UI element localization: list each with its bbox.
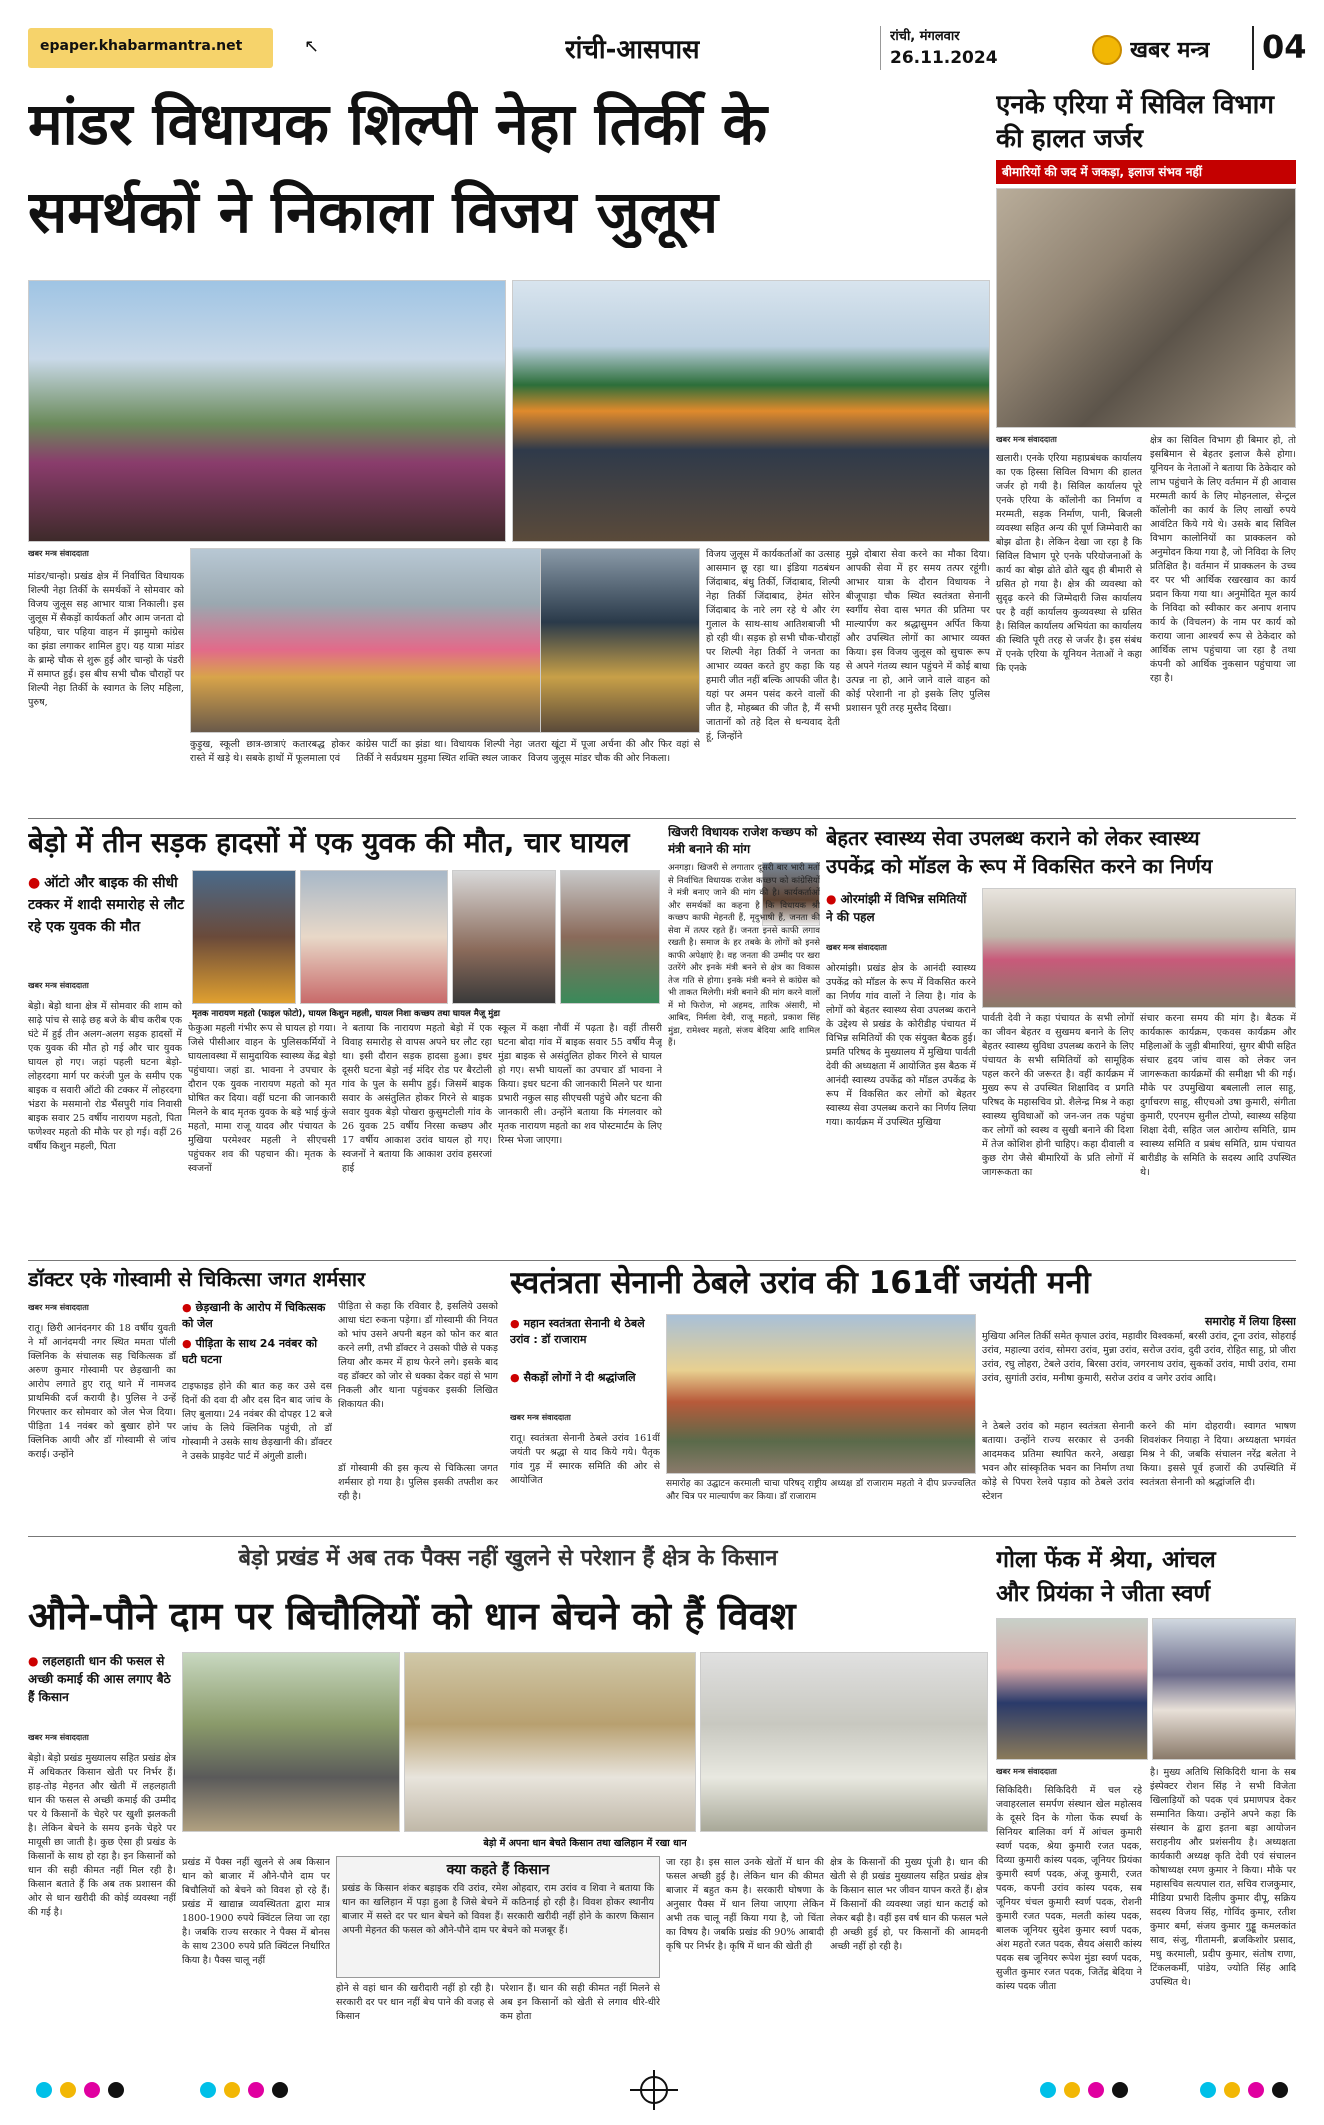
- masthead-divider-2: [1252, 26, 1254, 70]
- lead-headline-2: समर्थकों ने निकाला विजय जुलूस: [28, 178, 719, 246]
- paddy-col-4: परेशान हैं। धान की सही कीमत नहीं मिलने से अब इन किसानों को खेती से लगाव धीरे-धीरे कम होता: [500, 1983, 660, 2022]
- doctor-col-4: डॉ गोस्वामी की इस कृत्य से चिकित्सा जगत शर्मसार हो गया है। पुलिस इसकी तफ्तीश कर रही है।: [338, 1463, 498, 1502]
- divider-1: [28, 818, 1296, 819]
- reg-dot-magenta-2: [248, 2082, 264, 2098]
- doctor-kicker-1: ● छेड़खानी के आरोप में चिकित्सक को जेल: [182, 1300, 332, 1332]
- divider-3: [28, 1536, 1296, 1537]
- crosshair-v: [653, 2070, 655, 2110]
- sidebar-headline: एनके एरिया में सिविल विभाग की हालत जर्जर: [996, 90, 1275, 154]
- freedom-subhead: समारोह में लिया हिस्सा: [1204, 1315, 1296, 1328]
- reg-dot-black-2: [272, 2082, 288, 2098]
- freedom-col-2: मुखिया अनिल तिर्की समेत कृपाल उरांव, महावीर विश्वकर्मा, बरसी उरांव, टूना उरांव, सोहराई उरांव, महाल्या उरांव, सोमरा उरांव, मुन्ना उरांव, सरोज उरांव, दुदी उरांव, रोहित साहू, प्रो जीरा उरांव, रघु लोहरा, टेबले उरांव, बिरसा उरांव, जगरनाथ उरांव, सुककों उरांव, माघी उरांव, रामा उरांव, सुगांती उरांव, मनीषा कुमारी, सरोज उरांव व जगेर उरांव आदि।: [982, 1331, 1296, 1384]
- freedom-col-3: ने ठेबले उरांव को महान स्वतंत्रता सेनानी बताया। उन्होंने राज्य सरकार से उनकी आदमकद प्रतिमा स्थापित करने, अखड़ा भवन और सांस्कृतिक भवन का निर्माण तथा कोड़े से पिपरा रेलवे पड़ाव को ठेबले उरांव स्टेशन: [982, 1421, 1134, 1502]
- doctor-kicker-2: ● पीड़िता के साथ 24 नवंबर को घटी घटना: [182, 1336, 332, 1368]
- reg-dot-cyan-4: [1200, 2082, 1216, 2098]
- health-kicker: ● ओरमांझी में विभिन्न समितियों ने की पहल: [826, 890, 976, 926]
- accident-byline: खबर मन्त्र संवाददाता: [28, 981, 89, 990]
- reg-dot-yellow-4: [1224, 2082, 1240, 2098]
- lead-photo-crowd: [512, 280, 990, 542]
- health-headline-1: बेहतर स्वास्थ्य सेवा उपलब्ध कराने को लेकर स्वास्थ्य: [826, 826, 1200, 850]
- masthead-url[interactable]: epaper.khabarmantra.net: [40, 38, 243, 54]
- freedom-col-1: रातू। स्वतंत्रता सेनानी ठेबले उरांव 161वीं जयंती पर श्रद्धा से याद किये गये। पैतृक गांव गुड़ में स्मारक समिति की ओर से आयोजित: [510, 1433, 660, 1486]
- paddy-photo-3: [700, 1652, 988, 1832]
- paddy-col-1: बेड़ो। बेड़ो प्रखंड मुख्यालय सहित प्रखंड क्षेत्र में अधिकतर किसान खेती पर निर्भर हैं। हाड़-तोड़ मेहनत और खेती में लहलहाती धान की फसल से अच्छी कमाई की उम्मीद पर ये किसानों के चेहरे पर खुशी झलकती है। लेकिन बेचने के समय इनके चेहरे पर मायूसी छा जाती है। कुछ ऐसा ही प्रखंड के किसानों के साथ हो रहा है। इन किसानों को धान की सही कीमत नहीं मिल रही है। किसान बताते हैं कि अब तक प्रशासन की ओर से धान खरीदी की कोई व्यवस्था नहीं की गई है।: [28, 1753, 176, 1918]
- reg-dot-magenta-4: [1248, 2082, 1264, 2098]
- brand-logo-icon: [1092, 35, 1122, 65]
- lead-col-1: मांडर/चान्हो। प्रखंड क्षेत्र में निर्वाचित विधायक शिल्पी नेहा तिर्की के समर्थकों ने सोमवार को विजय जुलूस सह आभार यात्रा निकाली। इस जुलूस में सैकड़ों कार्यकर्ता और आम जनता दो पहिया, चार पहिया वाहन में झामुमो कांग्रेस का झंडा लगाकर शामिल हुए। यह यात्रा मांडर के ब्राम्हे चौक से शुरू हुई और चान्हो के पंडरी में समाप्त हुई। इस बीच सभी चौक चौराहों पर शिल्पी नेहा तिर्की के स्वागत के लिए महिला, पुरुष,: [28, 571, 184, 708]
- paddy-byline: खबर मन्त्र संवाददाता: [28, 1733, 89, 1742]
- health-col-1: ओरमांझी। प्रखंड क्षेत्र के आनंदी स्वास्थ्य उपकेंद्र को मॉडल के रूप में विकसित करने का निर्णय गांव वालों ने लिया है। गांव के लोगों को बेहतर स्वास्थ्य सेवा उपलब्ध कराने के उद्देश्य से प्रखंड के कोरीडीह पंचायत में विभिन्न समितियों की एक संयुक्त बैठक हुई। प्रमति परिषद के मुख्यालय में मुखिया पार्वती देवी की अध्यक्षता में आयोजित इस बैठक में आनंदी स्वास्थ्य उपकेंद्र को मॉडल उपकेंद्र के रूप में विकसित कर लोगों को बेहतर स्वास्थ्य सेवा उपलब्ध कराने का निर्णय लिया गया। कार्यक्रम में उपस्थित मुखिया: [826, 963, 976, 1128]
- paddy-photo-2: [404, 1652, 696, 1832]
- accident-col-3: ने बताया कि नारायण महतो बेड़ो में एक विवाह समारोह से वापस अपने घर लौट रहा था। इसी दौरान सड़क हादसा हुआ। इधर दूसरी घटना बेड़ो नई मंदिर रोड पर बैरटोली गांव के पुल के समीप हुई। जिसमें बाइक सवार के असंतुलित होकर गिरने से बाइक सवार युवक बेड़ो पोखरा कुसुमटोली गांव के 26 युवक 25 वर्षीय निरसा कच्छप और 17 वर्षीय आकाश उरांव घायल हो गए। स्वजनों ने बताया कि आकाश उरांव हसरजां हाई: [342, 1023, 492, 1174]
- page-number: 04: [1262, 28, 1307, 66]
- accident-col-2: फेकुआ महली गंभीर रूप से घायल हो गया। जिसे पीसीआर वाहन के पुलिसकर्मियों ने घायलावस्था में सामुदायिक स्वास्थ्य केंद्र बेड़ो पहुंचाया। जहां डा. भावना ने उपचार के दौरान एक युवक नारायण महतो को मृत घोषित कर दिया। वहीं घटना की जानकारी मिलने के बाद मृतक युवक के बड़े भाई कुंजे महतो, मामा राजू यादव और पंचायत के मुखिया परमेश्वर महली ने सीएचसी पहुंचकर शव की पहचान की। मृतक के स्वजनों: [188, 1023, 336, 1174]
- paddy-col-5: जा रहा है। इस साल उनके खेतों में धान की फसल अच्छी हुई है। लेकिन धान की कीमत बाजार में बहुत कम है। सरकारी घोषणा के अनुसार पैक्स में धान लिया जाएगा लेकिन अभी तक चालू नहीं किया गया है, जो चिंता का विषय है। जबकि प्रखंड की 90% आबादी कृषि पर निर्भर है। कृषि में धान की खेती ही: [666, 1857, 824, 1952]
- sports-headline-1: गोला फेंक में श्रेया, आंचल: [996, 1547, 1216, 1573]
- health-col-2: पार्वती देवी ने कहा पंचायत के सभी लोगों का जीवन बेहतर व सुखमय बनाने के लिए बेहतर स्वास्थ्य सुविधा उपलब्ध कराने के लिए पंचायत के सभी समितियों को सामूहिक पहल करने की जरूरत है। वहीं कार्यक्रम में मुख्य रूप से उपस्थित शिक्षाविद व प्रगति परिषद के महासचिव प्रो. शैलेन्द्र मिश्र ने कहा स्वास्थ्य सुविधाओं को जन-जन तक पहुंचा कर लोगों को स्वस्थ व सुखी बनाने की दिशा में तेज कोशिश होनी चाहिए। कहा दीवाली व कुछ रोग जैसे बीमारियों के प्रति लोगों में जागरूकता का: [982, 1013, 1134, 1178]
- sidebar-byline: खबर मन्त्र संवाददाता: [996, 435, 1057, 444]
- freedom-photo: [666, 1314, 976, 1474]
- reg-dot-yellow-2: [224, 2082, 240, 2098]
- sports-col-1: सिकिदिरी। सिकिदिरी में चल रहे जवाहरलाल समर्पण संस्थान खेल महोत्सव के दूसरे दिन के गोला फेंक स्पर्धा के सिनियर बालिका वर्ग में आंचल कुमारी स्वर्ण पदक, श्रेया कुमारी रजत पदक, दिव्या कुमारी कांस्य पदक, जूनियर प्रियंका कुमारी स्वर्ण पदक, अंजू कुमारी, रजत पदक, कपनी उरांव कांस्य पदक, सब जूनियर चंचल कुमारी स्वर्ण पदक, रोशनी कुमारी रजत पदक, मलती कांस्य पदक, बालक जूनियर सुदेश कुमार स्वर्ण पदक, अंश महतो रजत पदक, सैयद अंसारी कांस्य पदक सब जूनियर रूपेश मुंडा स्वर्ण पदक, सुजीत कुमार रजत पदक, जितेंद्र बेदिया ने कांस्य पदक जीता: [996, 1785, 1142, 1992]
- health-col-3: संचार करना समय की मांग है। बैठक में कार्यकारू कार्यक्रम, एकवस कार्यक्रम और महिलाओं के जुड़ी बीमारियां, सुगर बीपी सहित संचार हृदय जांच वास को लेकर जन जागरूकता कार्यक्रमों की समीक्षा भी की गई। मौके पर उपमुखिया बबलाली लाल साहू, दुर्गाचरण साहू, सीएचओ उषा कुमारी, संगीता कुमारी, एएनएम सुनील टोप्पो, स्वास्थ्य सहिया शिक्षा देवी, सहित जल आरोग्य समिति, ग्राम स्वास्थ्य समिति व प्रबंध समिति, ग्राम पंचायत बारीडीह के समिति के सदस्य आदि उपस्थित थे।: [1140, 1013, 1296, 1178]
- paddy-box-title: क्या कहते हैं किसान: [446, 1862, 550, 1878]
- sports-photo-2: [1152, 1618, 1296, 1760]
- sidebar-col-1: खलारी। एनके एरिया महाप्रबंधक कार्यालय का एक हिस्सा सिविल विभाग की हालत जर्जर हो गयी है। सिविल कार्यालय पूरे एनके एरिया के कॉलोनी का निर्माण व मरम्मती, सड़क निर्माण, पानी, बिजली व्यवस्था सहित अन्य की पूर्ण जिम्मेवारी का बोझ ढोता है। लेकिन देखा जा रहा है कि सिविल विभाग पूरे एनके परियोजनाओं के कार्य का बोझ ढोते ढोते खुद ही बीमारी से ग्रसित हो गया है। क्षेत्र की व्यवस्था को सुदृढ़ करने की जिम्मेदारी जिस कार्यालय पर है वहीं कार्यालय कुव्यवस्था से ग्रसित है। सिविल कार्यालय अभियंता का कार्यालय की स्थिति पूरी तरह से जर्जर है। इस संबंध में एनके एरिया के यूनियन नेताओं ने कहा कि एनके: [996, 453, 1142, 674]
- reg-dot-black-4: [1272, 2082, 1288, 2098]
- lead-caption-1: कुड़ुख, स्कूली छात्र-छात्राएं कतारबद्ध होकर रास्ते में खड़े थे। सबके हाथों में फूलमाला एवं: [190, 739, 350, 764]
- reg-dot-black-3: [1112, 2082, 1128, 2098]
- reg-dot-cyan-2: [200, 2082, 216, 2098]
- freedom-col-4: करने की मांग दोहरायी। स्वागत भाषण शिवशंकर नियाहा ने दिया। अध्यक्षता भगवंत मिश्र ने की, जबकि संचालन नरेंद्र बलेता ने किया। इससे पूर्व हजारों की उपस्थिति में स्वतंत्रता सेनानी को श्रद्धांजलि दी।: [1140, 1421, 1296, 1488]
- lead-caption-3: जतरा खूंटा में पूजा अर्चना की और फिर वहां से विजय जुलूस मांडर चौक की ओर निकला।: [528, 739, 700, 764]
- doctor-byline: खबर मन्त्र संवाददाता: [28, 1303, 89, 1312]
- reg-dot-magenta: [84, 2082, 100, 2098]
- lead-col-3: मुझे दोबारा सेवा करने का मौका दिया। आपकी सेवा में हर समय तत्पर रहूंगी। आभार यात्रा के दौरान विधायक ने बीजूपाड़ा चौक स्थित स्वतंत्रता सेनानी स्वर्गीय सेवा दास भगत की प्रतिमा पर माल्यार्पण कर श्रद्धासुमन अर्पित किया और उपस्थित लोगों का आभार व्यक्त किया। इस विजय जुलूस को सुचारू रूप से अपने गंतव्य स्थान पहुंचने में कोई बाधा उत्पन्न ना हो, आने जाने वाले वाहन को कोई परेशानी ना हो इसके लिए पुलिस प्रशासन पूरी तरह मुस्तैद दिखा।: [846, 549, 990, 714]
- accident-caption: मृतक नारायण महतो (फाइल फोटो), घायल किशुन महली, घायल निशा कच्छप तथा घायल मैजू मुंडा: [192, 1009, 500, 1019]
- doctor-col-2: टाइफाइड होने की बात कह कर उसे दस दिनों की दवा दी और दस दिन बाद जांच के लिए बुलाया। 24 नवंबर की दोपहर 12 बजे जांच के लिये क्लिनिक पहुंची, तो डॉ गोस्वामी ने उसके साथ छेड़खानी की। डॉक्टर ने उसके प्राइवेट पार्ट में अंगुली डाली।: [182, 1381, 332, 1462]
- doctor-col-1: रातू। छिरी आनंदनगर की 18 वर्षीय युवती ने माँ आनंदमयी नगर स्थित ममता पॉली क्लिनिक के संचालक सह चिकित्सक डॉ अरुण कुमार गोस्वामी पर छेड़खानी का आरोप लगाते हुए रातू थाने में नामजद प्राथमिकी दर्ज करायी है। पुलिस ने उन्हें गिरफ्तार कर सोमवार को जेल भेज दिया। पीड़िता 14 नवंबर को बुखार होने पर क्लिनिक आयी और डॉ गोस्वामी से जांच कराई। उन्होंने: [28, 1323, 176, 1460]
- accident-photo-3: [452, 870, 556, 1004]
- lead-headline-1: मांडर विधायक शिल्पी नेहा तिर्की के: [28, 90, 768, 158]
- freedom-byline: खबर मन्त्र संवाददाता: [510, 1413, 571, 1422]
- sidebar-col-2: क्षेत्र का सिविल विभाग ही बिमार हो, तो इसबिमान से बेहतर इलाज कैसे होगा। यूनियन के नेताओं ने बताया कि ठेकेदार को लाभ पहुंचाने के लिए वर्तमान में ही आवास मरम्मती कार्य के लिए मोहनलाल, सेन्ट्रल कॉलोनी का कार्य के लिए लाखों रुपये आवंटित किये गये थे। उसके बाद सिविल विभाग कालोनियों का प्राक्कलन को अनुमोदन किया गया है, जो निविदा के लिए प्रतिक्षित है। वर्तमान में प्राक्कलन के उच्च दर पर भी आर्थिक रखरखाव का कार्य प्रदान किया गया था। अनुमोदित मूल कार्य के निविदा को स्वीकार कर अनाप शनाप कार्य के (विचलन) के नाम पर कार्य को कराया जाना आश्चर्य रूप से ठेकेदार को आर्थिक लाभ पहुंचाया जा रहा है तथा कंपनी को आर्थिक नुकसान पहुंचाया जा रहा है।: [1150, 435, 1296, 684]
- sports-headline-2: और प्रियंका ने जीता स्वर्ण: [996, 1581, 1211, 1607]
- accident-photo-1: [192, 870, 296, 1004]
- lead-col-2: विजय जुलूस में कार्यकर्ताओं का उत्साह आसमान छू रहा था। इंडिया गठबंधन जिंदाबाद, बंधु तिर्की, जिंदाबाद, शिल्पी नेहा तिर्की जिंदाबाद, हेमंत सोरेन जिंदाबाद के नारे लग रहे थे और रंग गुलाल के साथ-साथ आतिशबाजी भी हो रही थी। सड़क हो सभी चौक-चौराहों पर शिल्पी नेहा तिर्की ने जनता का आभार व्यक्त करते हुए कहा कि यह हमारी जीत नहीं बल्कि आपकी जीत है। यहां पर अमन पसंद करने वालों की जीत है, मोहब्बत की जीत है, मैं सभी जातानों को तहे दिल से धन्यवाद देती हूं, जिन्होंने: [706, 549, 840, 742]
- paddy-col-3: होने से वहां धान की खरीदारी नहीं हो रही है। सरकारी दर पर धान नहीं बेच पाने की वजह से किसान: [336, 1983, 494, 2022]
- masthead: [0, 0, 1324, 80]
- masthead-city-day: रांची, मंगलवार: [890, 29, 960, 44]
- health-photo-meeting: [982, 888, 1296, 1008]
- health-byline: खबर मन्त्र संवाददाता: [826, 943, 887, 952]
- sidebar-kicker: बीमारियों की जद में जकड़ा, इलाज संभव नहीं: [996, 160, 1296, 184]
- lead-caption-2: कांग्रेस पार्टी का झंडा था। विधायक शिल्पी नेहा तिर्की ने सर्वप्रथम मुड़मा स्थित शक्ति स्थल जाकर: [356, 739, 522, 764]
- divider-2: [28, 1260, 1296, 1261]
- accident-kicker: ● ऑटो और बाइक की सीधी टक्कर में शादी समारोह से लौट रहे एक युवक की मौत: [28, 872, 188, 938]
- paddy-headline-2: औने-पौने दाम पर बिचौलियों को धान बेचने को हैं विवश: [28, 1594, 796, 1638]
- sidebar-photo-office: [996, 188, 1296, 428]
- doctor-headline: डॉक्टर एके गोस्वामी से चिकित्सा जगत शर्मसार: [28, 1267, 366, 1291]
- sports-photo-1: [996, 1618, 1148, 1760]
- reg-dot-black: [108, 2082, 124, 2098]
- brand-name: खबर मन्त्र: [1130, 38, 1210, 63]
- cursor-icon: ↖: [304, 36, 320, 57]
- registration-marks: [0, 2070, 1324, 2110]
- sports-byline: खबर मन्त्र संवाददाता: [996, 1767, 1057, 1776]
- accident-photo-2: [300, 870, 448, 1004]
- lead-byline: खबर मन्त्र संवाददाता: [28, 549, 89, 558]
- freedom-caption: समारोह का उद्घाटन करमाली चाचा परिषद् राष्ट्रीय अध्यक्ष डॉ राजाराम महतो ने दीप प्रज्ज्वलित और चित्र पर माल्यार्पण कर किया। डॉ राजाराम: [666, 1479, 976, 1502]
- reg-dot-cyan-3: [1040, 2082, 1056, 2098]
- reg-dot-yellow: [60, 2082, 76, 2098]
- paddy-kicker: ● लहलहाती धान की फसल से अच्छी कमाई की आस लगाए बैठे हैं किसान: [28, 1652, 176, 1706]
- freedom-kicker-2: ● सैकड़ों लोगों ने दी श्रद्धांजलि: [510, 1370, 660, 1386]
- reg-dot-cyan: [36, 2082, 52, 2098]
- paddy-box-text: प्रखंड के किसान शंकर बड़ाइक रवि उरांव, रमेश ओहदार, राम उरांव व शिवा ने बताया कि धान का खलिहान में पड़ा हुआ है जिसे बेचने में कठिनाई हो रही है। विवश होकर स्थानीय बाजार में सस्ते दर पर धान बेचने को विवश हैं। सरकारी खरीदी नहीं होने के कारण किसान अपनी मेहनत की फसल को औने-पौने दाम पर बेचने को मजबूर हैं।: [342, 1883, 654, 1936]
- freedom-headline: स्वतंत्रता सेनानी ठेबले उरांव की 161वीं जयंती मनी: [510, 1265, 1091, 1301]
- accident-headline: बेड़ो में तीन सड़क हादसों में एक युवक की मौत, चार घायल: [28, 826, 630, 859]
- paddy-caption: बेड़ो में अपना धान बेचते किसान तथा खलिहान में रखा धान: [483, 1838, 687, 1849]
- mla-demand-text: अनगड़ा। खिजरी से लगातार दूसरी बार भारी मतों से निर्वाचित विधायक राजेश कच्छप को कांग्रेसियों ने मंत्री बनाए जाने की मांग की है। कार्यकर्ताओं और समर्थकों का कहना है कि विधायक श्री कच्छप काफी मेहनती हैं, मृदुभाषी हैं, जनता की सेवा में तत्पर रहते हैं। जनता इनसे काफी लगाव रखती है। समाज के हर तबके के लोगों को इनसे काफी अपेक्षाएं है। वह जनता की उम्मीद पर खरा उतरेंगे और इनके मंत्री बनने से क्षेत्र का विकास तेज गति से होगा। इनके मंत्री बनने से कांग्रेस को भी ताकत मिलेगी। मंत्री बनाने की मांग करने वालों में मो फिरोज, मो अहमद, तारिक अंसारी, मो आबिद, निर्मला देवी, राजू महतो, प्रकाश सिंह मुंडा, रामेश्वर महतो, संजय बेदिया आदि शामिल हैं।: [668, 863, 820, 1048]
- sports-col-2: है। मुख्य अतिथि सिकिदिरी थाना के सब इंस्पेक्टर रोशन सिंह ने सभी विजेता खिलाड़ियों को पदक एवं प्रमाणपत्र देकर सम्मानित किया। उन्होंने अपने कहा कि संस्थान के द्वारा इतना बड़ा आयोजन सराहनीय और प्रशंसनीय है। अध्यक्षता कार्यकारी अध्यक्ष कृति देवी एवं संचालन कोषाध्यक्ष रमण कुमार ने किया। मौके पर महासचिव सत्यपाल रात, सचिव राजकुमार, मीडिया प्रभारी दिलीप कुमार दीपू, सक्रिय सदस्य विजय सिंह, गोविंद कुमार, रतीश कुमार बर्मा, संजय कुमार गुड्डू कमलकांत साव, संजु, गीतामनी, ब्रजकिशोर प्रसाद, मधु करमाली, प्रदीप कुमार, संतोष राणा, टिंकलकर्मी, पांडेय, ज्योति सिंह आदि उपस्थित थे।: [1150, 1767, 1296, 1988]
- lead-photo-rally: [28, 280, 506, 542]
- health-headline-2: उपकेंद्र को मॉडल के रूप में विकसित करने का निर्णय: [826, 854, 1213, 878]
- paddy-col-2: प्रखंड में पैक्स नहीं खुलने से अब किसान धान को बाजार में औने-पौने दाम पर बिचौलियों को बेचने को विवश हो रहे हैं। प्रखंड में खाद्यान्न व्यवस्थितता द्वारा मात्र 1800-1900 रुपये क्विंटल लिया जा रहा है। जबकि राज्य सरकार ने पैक्स में बोनस के साथ 2300 रुपये प्रति क्विंटल निर्धारित किया है। पैक्स चालू नहीं: [182, 1857, 330, 1966]
- paddy-col-6: क्षेत्र के किसानों की मुख्य पूंजी है। धान की खेती से ही प्रखंड मुख्यालय सहित प्रखंड क्षेत्र के किसान साल भर जीवन यापन करते हैं। क्षेत्र में किसानों की व्यवस्था जहां धान कटाई को लेकर बढ़ी है। वहीं इस वर्ष धान की फसल भले ही अच्छी हुई हो, पर किसानों की आमदनी अच्छी नहीं हो रही है।: [830, 1857, 988, 1952]
- accident-col-1: बेड़ो। बेड़ो थाना क्षेत्र में सोमवार की शाम को साढ़े पांच से साढ़े छह बजे के बीच करीब एक घंटे में हुई तीन अलग-अलग सड़क हादसों में एक युवक की मौत हो गई और चार युवक घायल हो गए। जहां पहली घटना बेड़ो-लोहरदगा मार्ग पर करंजी पुल के समीप एक बाइक व सवारी ऑटो की टक्कर में लोहरदगा भंडरा के मसमानो रोड भैंसपुरी गांव निवासी बाइक सवार 25 वर्षीय नारायण महतो, पिता फणेश्वर महतो की मौके पर हो गई। वहीं 26 वर्षीय किशुन महली, पिता: [28, 1001, 182, 1152]
- accident-photo-4: [560, 870, 660, 1004]
- mla-demand-headline: खिजरी विधायक राजेश कच्छप को मंत्री बनाने की मांग: [668, 825, 818, 856]
- reg-dot-magenta-3: [1088, 2082, 1104, 2098]
- lead-photo-stage: [540, 548, 700, 733]
- doctor-col-3: पीड़िता से कहा कि रविवार है, इसलिये उसको आधा घंटा रुकना पड़ेगा। डॉ गोस्वामी की नियत को भांप उसने अपनी बहन को फोन कर बात करने लगी, तभी डॉक्टर ने उसको पीछे से पकड़ लिया और कमर में हाथ फेरने लगे। इसके बाद वह डॉक्टर को जोर से धक्का देकर वहां से भाग निकली और थाना पहुंचकर इसकी लिखित शिकायत की।: [338, 1301, 498, 1410]
- reg-dot-yellow-3: [1064, 2082, 1080, 2098]
- masthead-divider: [880, 26, 881, 70]
- paddy-headline-1: बेड़ो प्रखंड में अब तक पैक्स नहीं खुलने से परेशान हैं क्षेत्र के किसान: [238, 1546, 778, 1571]
- freedom-kicker-1: ● महान स्वतंत्रता सेनानी थे ठेबले उरांव : डॉ राजाराम: [510, 1316, 660, 1348]
- section-title: रांची-आसपास: [565, 35, 700, 65]
- accident-col-4: स्कूल में कक्षा नौवीं में पढ़ता है। वहीं तीसरी घटना बोदा गांव में बाइक सवार 55 वर्षीय मैजू मुंडा बाइक से असंतुलित होकर गिरने से घायल हो गए। सभी घायलों का उपचार डॉ भावना ने किया। इधर घटना की जानकारी मिलने पर थाना प्रभारी नकुल साह सीएचसी पहुंचे और घटना की जानकारी ली। उन्होंने बताया कि मंगलवार को मृतक नारायण महतो का शव पोस्टमार्टम के लिए रिम्स भेजा जाएगा।: [498, 1023, 662, 1146]
- paddy-photo-1: [182, 1652, 400, 1832]
- masthead-date: 26.11.2024: [890, 48, 998, 68]
